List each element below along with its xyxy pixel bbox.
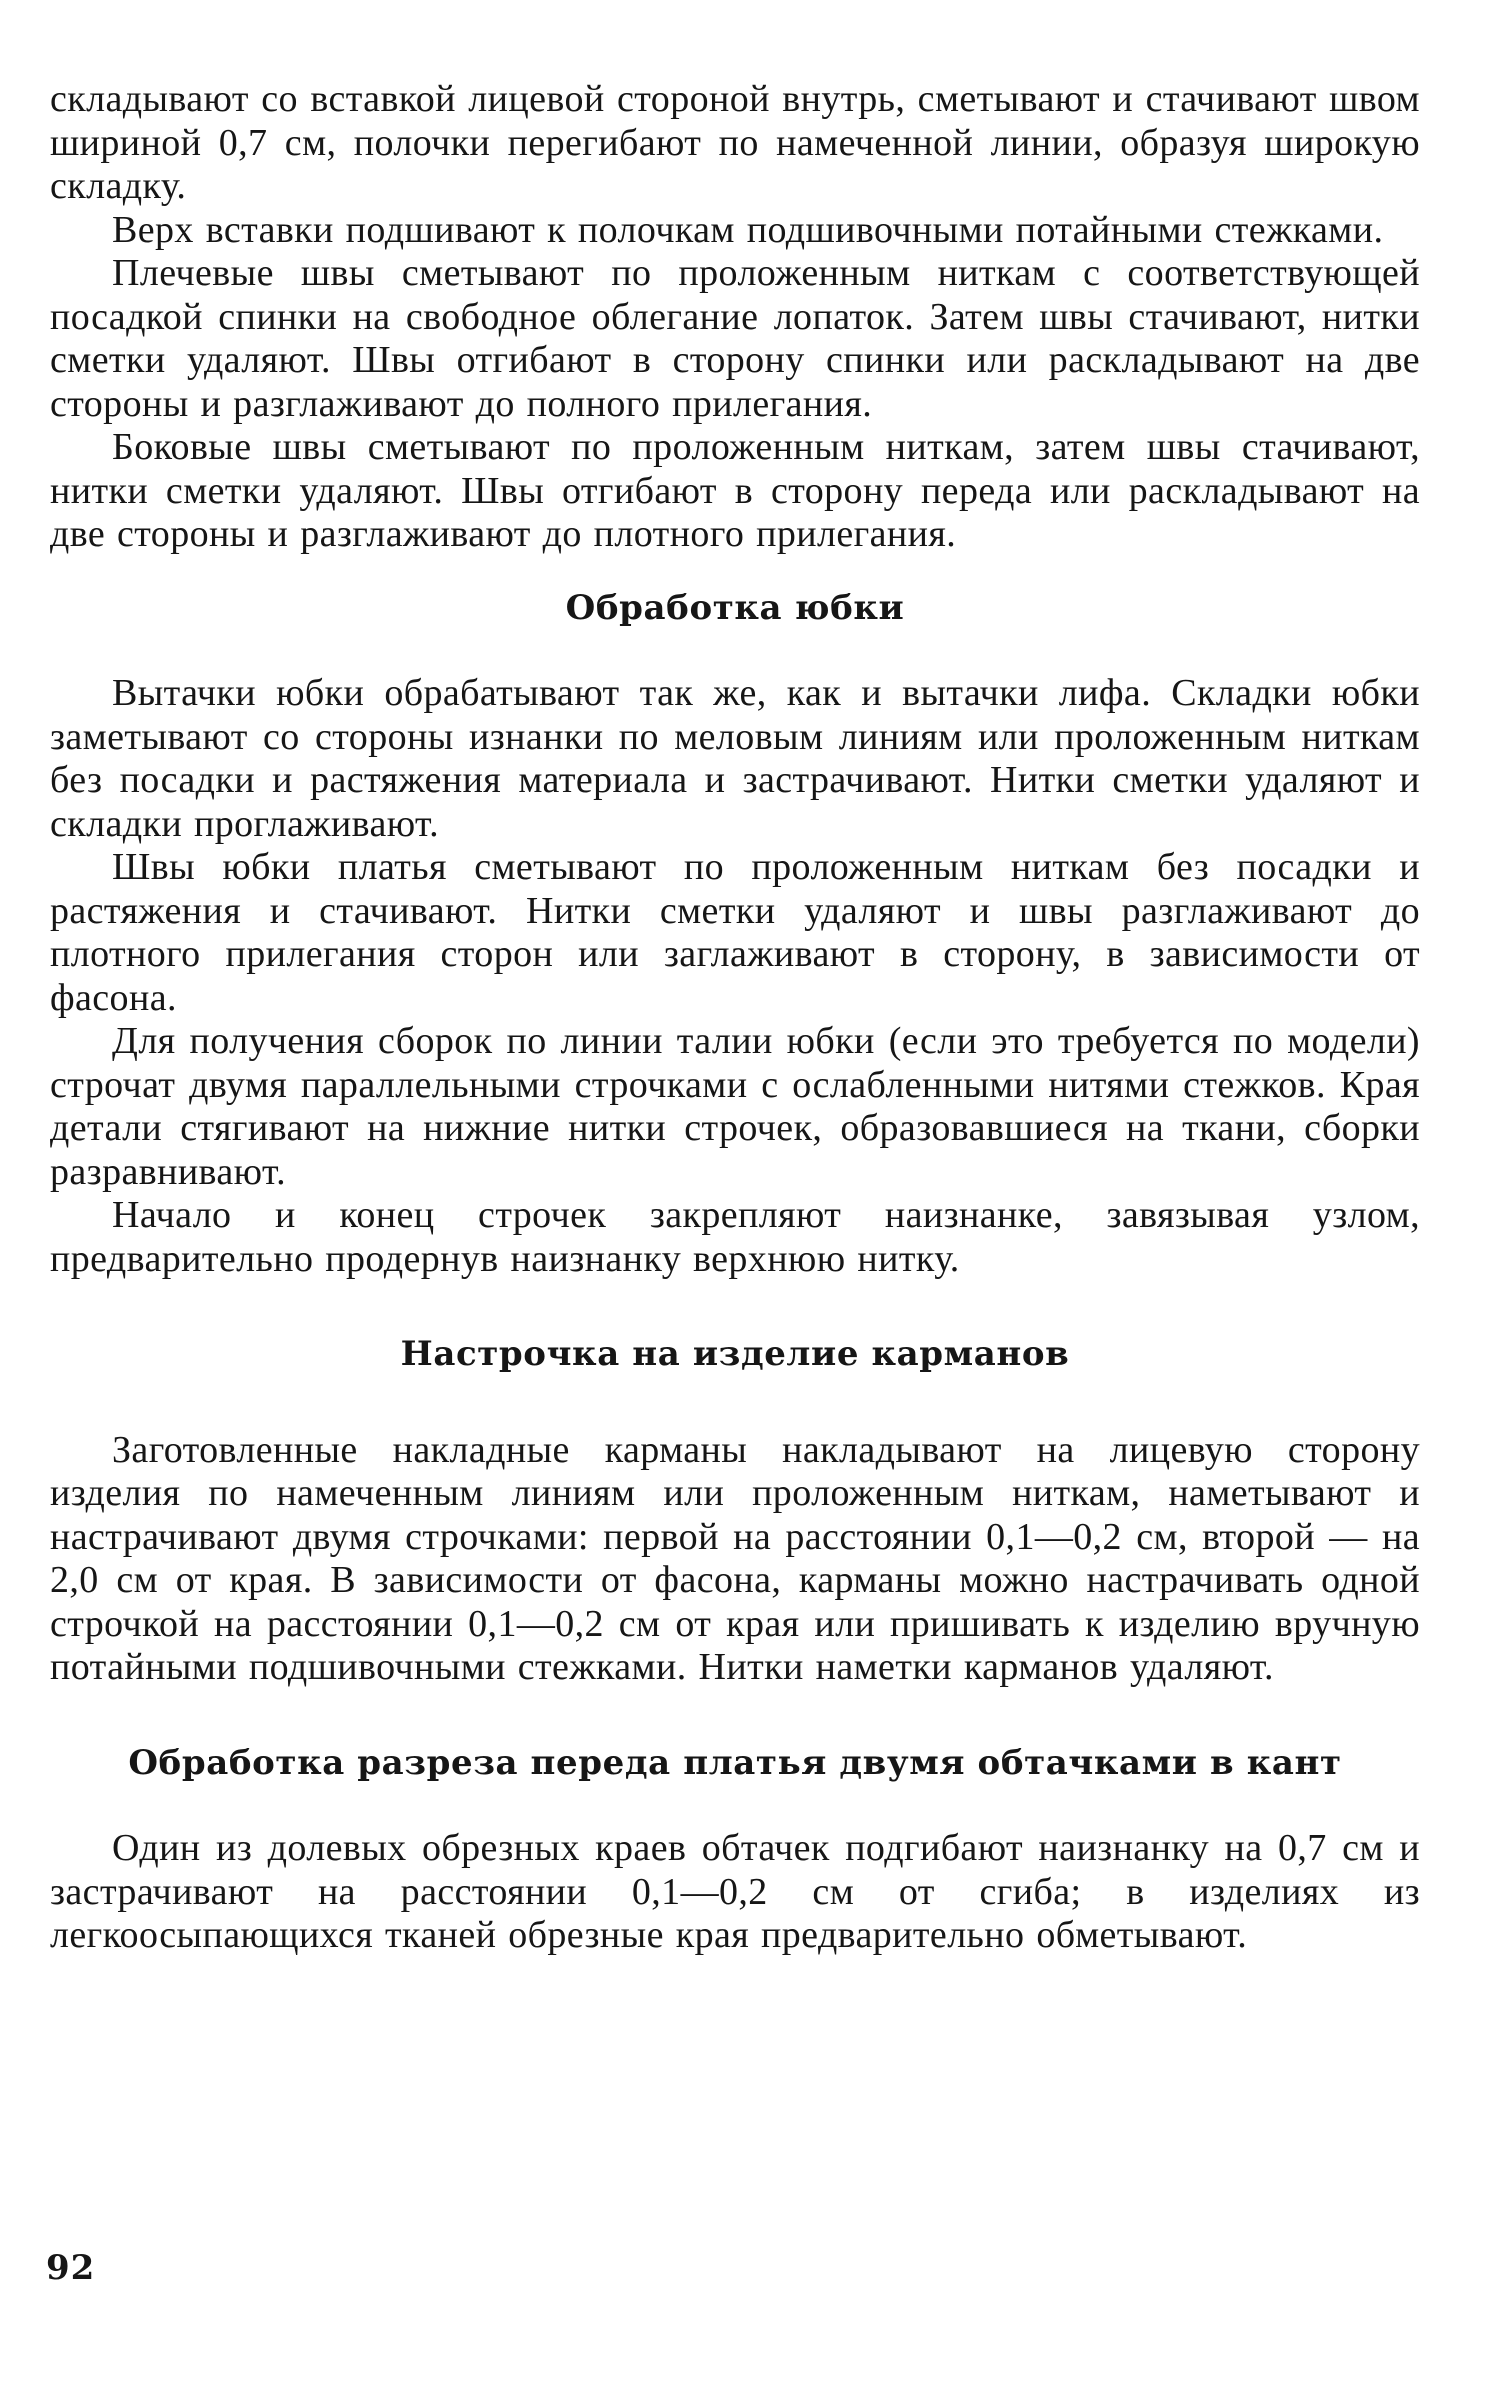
paragraph-yoke-hemming: Верх вставки подшивают к полочкам подшивочными потайными стежками. <box>112 208 1384 251</box>
heading-front-slit-processing: Обработка разреза переда платья двумя обтачками в кант <box>128 1742 1342 1783</box>
paragraph-shoulder-seams: Плечевые швы сметывают по проложенным ниткам с соответствующей посадкой спинки на свободное облегание лопаток. Затем швы стачивают, нитки сметки удаляют. Швы отгибают в сторону спинки или раскладывают на две стороны и разглаживают до полного прилегания. <box>50 252 1420 425</box>
heading-skirt-processing: Обработка юбки <box>565 587 905 628</box>
paragraph-patch-pockets: Заготовленные накладные карманы накладывают на лицевую сторону изделия по намеченным линиям или проложенным ниткам, наметывают и настрачивают двумя строчками: первой на расстоянии 0,1—0,2 см, второй — на 2,0 см от края. В зависимости от фасона, карманы можно настрачивать одной строчкой на расстоянии 0,1—0,2 см от края или пришивать к изделию вручную потайными подшивочными стежками. Нитки наметки карманов удаляют. <box>50 1428 1420 1688</box>
paragraph-skirt-gathers: Для получения сборок по линии талии юбки (если это требуется по модели) строчат двумя параллельными строчками с ослабленными нитями стежков. Края детали стягивают на нижние нитки строчек, образовавшиеся на ткани, сборки разравнивают. <box>50 1020 1420 1193</box>
heading-pockets-stitching: Настрочка на изделие карманов <box>400 1334 1070 1374</box>
page-body <box>50 78 1420 1958</box>
paragraph-side-seams: Боковые швы сметывают по проложенным ниткам, затем швы стачивают, нитки сметки удаляют. Швы отгибают в сторону переда или раскладывают на две стороны и разглаживают до плотного прилегания. <box>50 426 1420 555</box>
paragraph-skirt-darts: Вытачки юбки обрабатывают так же, как и вытачки лифа. Складки юбки заметывают со стороны изнанки по меловым линиям или проложенным ниткам без посадки и растяжения материала и застрачивают. Нитки сметки удаляют и складки проглаживают. <box>50 672 1420 845</box>
paragraph-facing-edges: Один из долевых обрезных краев обтачек подгибают наизнанку на 0,7 см и застрачивают на расстоянии 0,1—0,2 см от сгиба; в изделиях из легкоосыпающихся тканей обрезные края предварительно обметывают. <box>50 1827 1420 1956</box>
paragraph-skirt-seams: Швы юбки платья сметывают по проложенным ниткам без посадки и растяжения и стачивают. Нитки сметки удаляют и швы разглаживают до плотного прилегания сторон или заглаживают в сторону, в зависимости от фасона. <box>50 846 1420 1019</box>
page-number: 92 <box>46 2248 96 2288</box>
paragraph-intro-continuation: складывают со вставкой лицевой стороной внутрь, сметывают и стачивают швом шириной 0,7 см, полочки перегибают по намеченной линии, образуя широкую складку. <box>50 78 1420 207</box>
paragraph-stitch-fastening: Начало и конец строчек закрепляют наизнанке, завязывая узлом, предварительно продернув наизнанку верхнюю нитку. <box>50 1194 1420 1280</box>
